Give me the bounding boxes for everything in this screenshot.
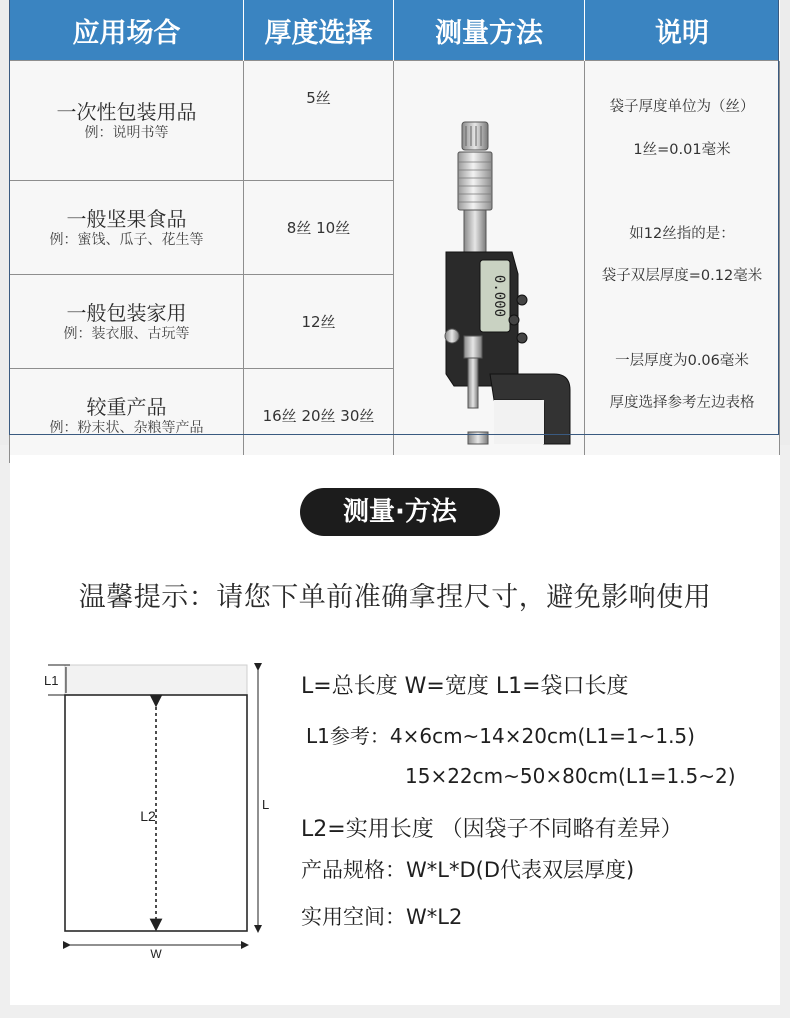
l2-label: L2: [140, 808, 156, 824]
thickness-cell: [244, 275, 394, 369]
application-example: 例：粉末状、杂粮等产品: [49, 419, 204, 436]
application-cell: [10, 61, 244, 181]
notes-cell: [585, 61, 780, 463]
table-header-row: [10, 0, 780, 61]
note-double-layer: 袋子双层厚度=0.12毫米: [601, 268, 763, 284]
header-thickness: 厚度选择: [244, 0, 394, 61]
micrometer-display: 0.000: [491, 274, 507, 317]
application-example: 例：蜜饯、瓜子、花生等: [49, 231, 204, 248]
header-application: 应用场合: [10, 0, 244, 61]
desc-definitions: L=总长度 W=宽度 L1=袋口长度: [301, 674, 629, 699]
table-row: [10, 61, 780, 181]
thickness-cell: [244, 181, 394, 275]
note-refer-table: 厚度选择参考左边表格: [609, 395, 755, 411]
desc-spec: 产品规格：W*L*D(D代表双层厚度): [301, 858, 635, 882]
w-label: W: [150, 947, 162, 961]
micrometer-icon: [394, 74, 584, 446]
header-method: 测量方法: [394, 0, 585, 61]
thickness-value: 16丝 20丝 30丝: [262, 407, 375, 425]
thickness-table: [9, 0, 780, 463]
reminder-text: 温馨提示：请您下单前准确拿捏尺寸，避免影响使用: [78, 582, 712, 613]
thickness-value: 8丝 10丝: [286, 219, 351, 237]
application-cell: [10, 369, 244, 463]
application-cell: [10, 275, 244, 369]
thickness-section: [0, 0, 790, 445]
application-example: 例：装衣服、古玩等: [63, 325, 190, 342]
desc-l2: L2=实用长度 （因袋子不同略有差异）: [301, 817, 683, 842]
note-single-layer: 一层厚度为0.06毫米: [615, 353, 749, 369]
desc-l1-reference: L1参考：4×6cm~14×20cm(L1=1~1.5): [306, 724, 695, 748]
l1-label: L1: [44, 673, 59, 688]
application-name: 一次性包装用品: [56, 99, 197, 124]
application-cell: [10, 181, 244, 275]
l-label: L: [262, 797, 270, 812]
header-notes: 说明: [585, 0, 780, 61]
note-unit: 袋子厚度单位为（丝）: [609, 99, 755, 115]
application-name: 较重产品: [86, 394, 167, 419]
thickness-value: 5丝: [306, 89, 331, 107]
bag-diagram: [40, 655, 280, 965]
thickness-value: 12丝: [301, 313, 336, 331]
application-name: 一般包装家用: [66, 300, 187, 325]
method-cell: [394, 61, 585, 463]
thickness-cell: [244, 369, 394, 463]
measurement-section: [10, 455, 780, 1005]
note-conversion: 1丝=0.01毫米: [633, 142, 731, 158]
application-example: 例：说明书等: [84, 124, 169, 141]
note-example-intro: 如12丝指的是：: [629, 226, 735, 242]
section-title-pill: 测量·方法: [300, 488, 500, 536]
desc-l1-reference-large: 15×22cm~50×80cm(L1=1.5~2): [405, 764, 736, 788]
bag-opening-strip: [65, 665, 247, 695]
thickness-cell: [244, 61, 394, 181]
desc-usable-space: 实用空间：W*L2: [301, 905, 463, 929]
application-name: 一般坚果食品: [66, 206, 187, 231]
